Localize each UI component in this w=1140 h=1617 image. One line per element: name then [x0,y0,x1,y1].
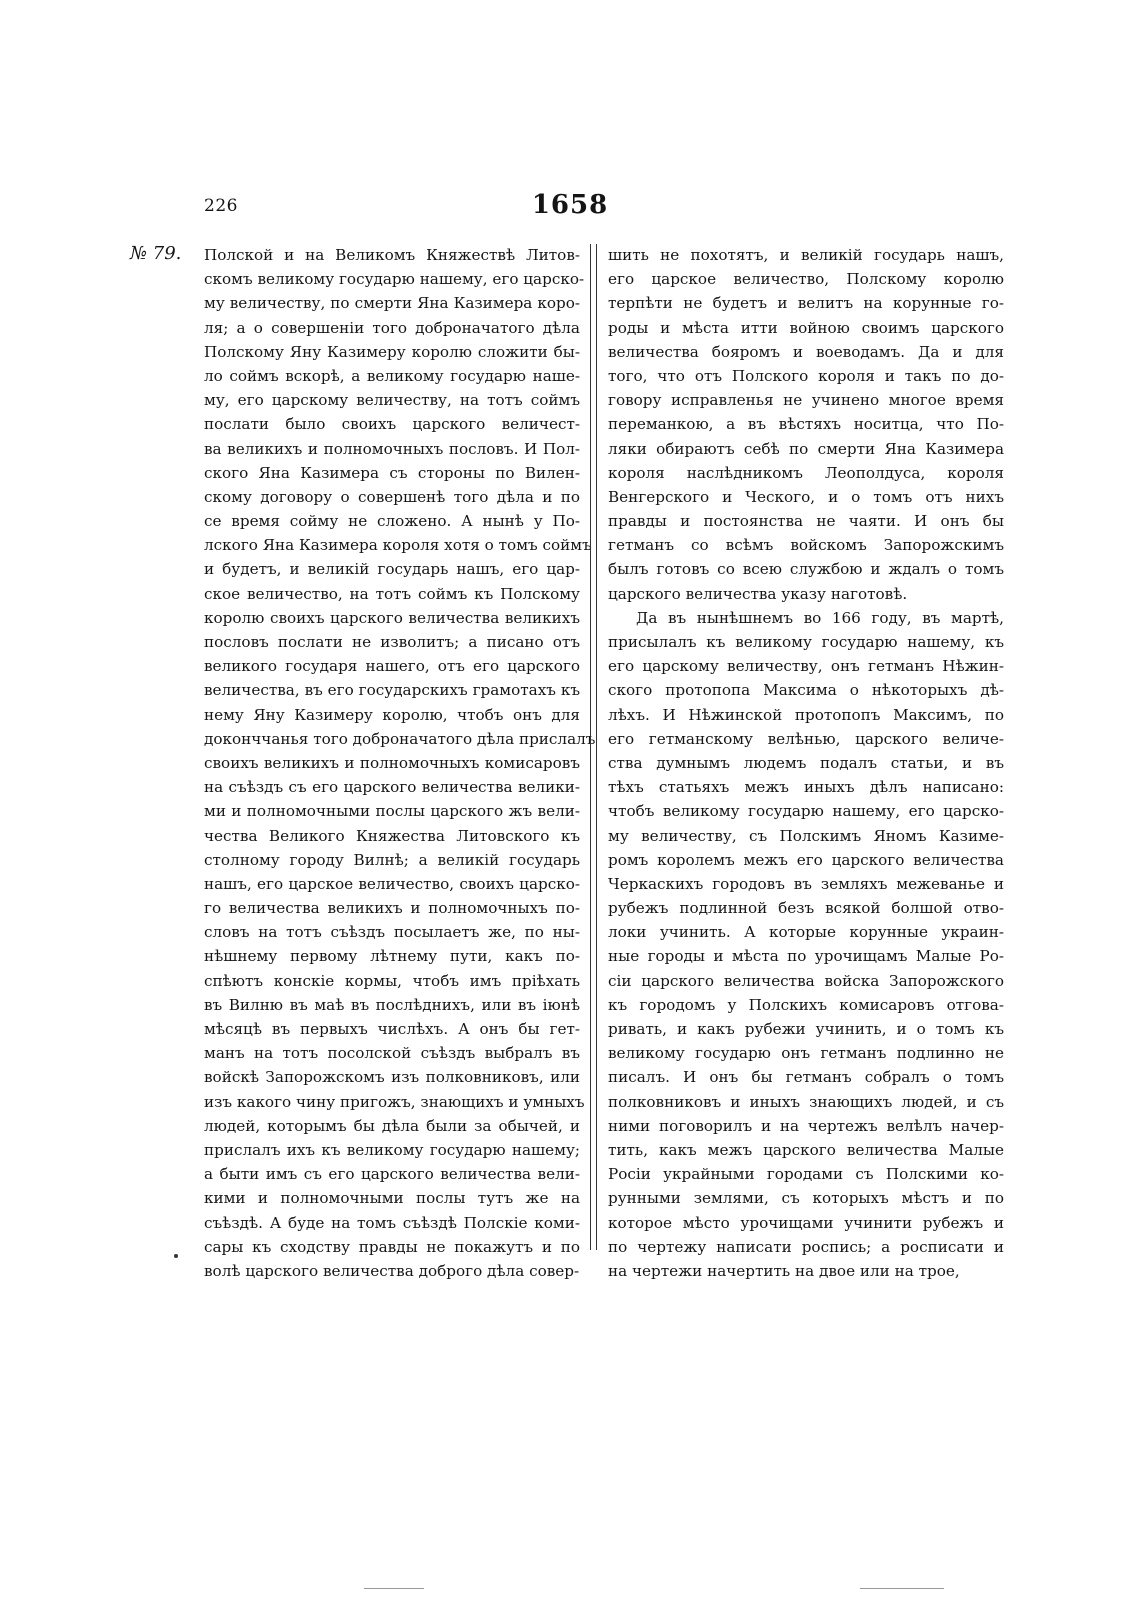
text-line: спѣютъ конскіе кормы, чтобъ имъ пріѣхать [204,971,580,990]
text-line: его гетманскому велѣнью, царского величе- [608,729,1004,748]
text-line: чества Великого Княжества Литовского къ [204,826,580,845]
text-line: гетманъ со всѣмъ войскомъ Запорожскимъ [608,536,1004,555]
text-line: Полской и на Великомъ Княжествѣ Литов- [204,246,580,264]
text-line: ные городы и мѣста по урочищамъ Малые Ро- [608,947,1004,966]
text-line: чтобъ великому государю нашему, его царско- [608,802,1004,821]
text-line: а быти имъ съ его царского величества вели- [204,1165,580,1184]
text-line: королю своихъ царского величества великихъ [204,608,580,627]
text-line: послати было своихъ царского величест- [204,415,580,434]
text-line: въ Вилню въ маѣ въ послѣднихъ, или въ іюнѣ [204,995,580,1014]
text-line: ское величество, на тотъ соймъ къ Полскому [204,584,580,603]
text-line: ривать, и какъ рубежи учинить, и о томъ къ [608,1020,1004,1038]
text-line: терпѣти не будетъ и велитъ на корунные го- [608,294,1004,313]
text-line: присылалъ къ великому государю нашему, къ [608,633,1004,651]
text-line: изъ какого чину пригожъ, знающихъ и умныхъ [204,1092,585,1111]
text-line: на съѣздъ съ его царского величества велики- [204,778,580,797]
text-line: къ городомъ у Полскихъ комисаровъ отгова- [608,995,1004,1014]
text-line: тѣхъ статьяхъ межъ иныхъ дѣлъ написано: [608,778,1004,797]
scan-line-artifact [860,1588,944,1589]
text-line: се время сойму не сложено. А нынѣ у По- [204,512,580,531]
scan-speck [174,1254,178,1258]
text-line: сіи царского величества войска Запорожского [608,971,1004,990]
text-line: волѣ царского величества доброго дѣла совер- [204,1261,580,1280]
text-line: которое мѣсто урочищами учинити рубежъ и [608,1213,1004,1232]
text-line: былъ готовъ со всею службою и ждалъ о томъ [608,560,1004,579]
text-line: по чертежу написати роспись; а росписати и [608,1237,1004,1256]
text-line: манъ на тотъ посолской съѣздъ выбралъ въ [204,1044,580,1063]
text-line: Росіи украйными городами съ Полскими ко- [608,1165,1004,1184]
text-line: ми и полномочными послы царского жъ вели- [204,802,580,821]
text-line: величества, въ его государскихъ грамотахъ къ [204,681,580,700]
text-line: войскѣ Запорожскомъ изъ полковниковъ, или [204,1068,580,1087]
text-line: локи учинить. А которые корунные украин- [608,923,1004,942]
text-line: лѣхъ. И Нѣжинской протопопъ Максимъ, по [608,705,1004,724]
text-line: царского величества указу наготовѣ. [608,584,908,603]
text-line: его царскому величеству, онъ гетманъ Нѣжин- [608,657,1004,676]
text-line: нему Яну Казимеру королю, чтобъ онъ для [204,705,580,724]
text-line: и будетъ, и великій государь нашъ, его цар- [204,560,580,579]
text-line: съѣздѣ. А буде на томъ съѣздѣ Полскіе коми- [204,1213,580,1232]
left-text-column [204,243,596,1283]
text-line: Полскому Яну Казимеру королю сложити бы- [204,342,580,361]
text-line: му, его царскому величеству, на тотъ соймъ [204,391,580,410]
text-line: правды и постоянства не чаяти. И онъ бы [608,512,1004,531]
text-line: ромъ королемъ межъ его царского величества [608,850,1004,869]
text-line: словъ на тотъ съѣздъ посылаетъ же, по ны- [204,923,580,942]
text-line: Венгерского и Ческого, и о томъ отъ нихъ [608,487,1004,506]
text-line: ними поговорилъ и на чертежъ велѣлъ начер- [608,1116,1004,1135]
text-line: того, что отъ Полского короля и такъ по до- [608,366,1004,385]
text-line: Да въ нынѣшнемъ во 166 году, въ мартѣ, [636,608,1004,627]
text-line: рунными землями, съ которыхъ мѣстъ и по [608,1189,1004,1208]
text-line: столному городу Вилнѣ; а великій государь [204,850,580,869]
text-line: ля; а о совершеніи того добронaчатого дѣла [204,318,580,337]
text-line: великому государю онъ гетманъ подлинно не [608,1044,1004,1063]
text-line: тить, какъ межъ царского величества Малые [608,1140,1004,1159]
text-line: нашъ, его царское величество, своихъ царско- [204,874,580,893]
text-line: му величеству, по смерти Яна Казимера коро- [204,294,580,313]
text-line: писалъ. И онъ бы гетманъ собралъ о томъ [608,1068,1004,1087]
text-line: говору исправленья не учинено многое время [608,391,1004,410]
text-line: ляки обираютъ себѣ по смерти Яна Казимера [608,439,1004,458]
text-line: скому договору о совершенѣ того дѣла и по [204,487,580,506]
text-line: своихъ великихъ и полномочныхъ комисаровъ [204,753,580,772]
text-line: величества бояромъ и воеводамъ. Да и для [608,342,1004,361]
text-line: мѣсяцѣ въ первыхъ числѣхъ. А онъ бы гет- [204,1020,580,1038]
text-line: роды и мѣста итти войною своимъ царского [608,318,1004,337]
page-year-heading: 1658 [531,190,609,220]
text-line: его царское величество, Полскому королю [608,270,1004,289]
text-line: великого государя нашего, отъ его царского [204,657,580,676]
text-line: ства думнымъ людемъ подалъ статьи, и въ [608,753,1004,772]
text-line: на чертежи начертить на двое или на трое, [608,1261,960,1280]
text-line: кими и полномочными послы тутъ же на [204,1189,580,1208]
text-line: переманкою, а въ вѣстяхъ носитца, что По- [608,415,1004,434]
text-line: лского Яна Казимера короля хотя о томъ соймъ [204,536,592,555]
text-line: ва великихъ и полномочныхъ пословъ. И Пол- [204,439,580,458]
text-line: му величеству, съ Полскимъ Яномъ Казиме- [608,826,1004,845]
text-line: пословъ послати не изволитъ; а писано отъ [204,633,580,651]
text-line: шить не похотятъ, и великій государь нашъ, [608,246,1004,264]
text-line: короля наслѣдникомъ Леополдуса, короля [608,463,1004,482]
document-number-marker: № 79. [130,243,182,264]
text-line: го величества великихъ и полномочныхъ по- [204,899,580,918]
text-line: Черкаскихъ городовъ въ земляхъ межеванье и [608,874,1004,893]
text-line: нѣшнему первому лѣтнему пути, какъ по- [204,947,580,966]
text-line: ского протопопа Максима о нѣкоторыхъ дѣ- [608,681,1004,700]
text-line: доконччанья того добронaчатого дѣла прислалъ [204,729,596,748]
scan-line-artifact [364,1588,424,1589]
text-line: скомъ великому государю нашему, его царско- [204,270,585,289]
text-line: прислалъ ихъ къ великому государю нашему; [204,1140,580,1159]
text-line: людей, которымъ бы дѣла были за обычей, и [204,1116,580,1135]
text-line: ского Яна Казимера съ стороны по Вилен- [204,463,580,482]
text-line: полковниковъ и иныхъ знающихъ людей, и съ [608,1092,1004,1111]
text-line: ло соймъ вскорѣ, а великому государю наше- [204,366,580,385]
text-line: сары къ сходству правды не покажутъ и по [204,1237,580,1256]
text-line: рубежъ подлинной безъ всякой болшой отво- [608,899,1004,918]
page-number: 226 [204,196,238,216]
right-text-column [608,243,1004,1283]
column-divider [590,244,597,1250]
